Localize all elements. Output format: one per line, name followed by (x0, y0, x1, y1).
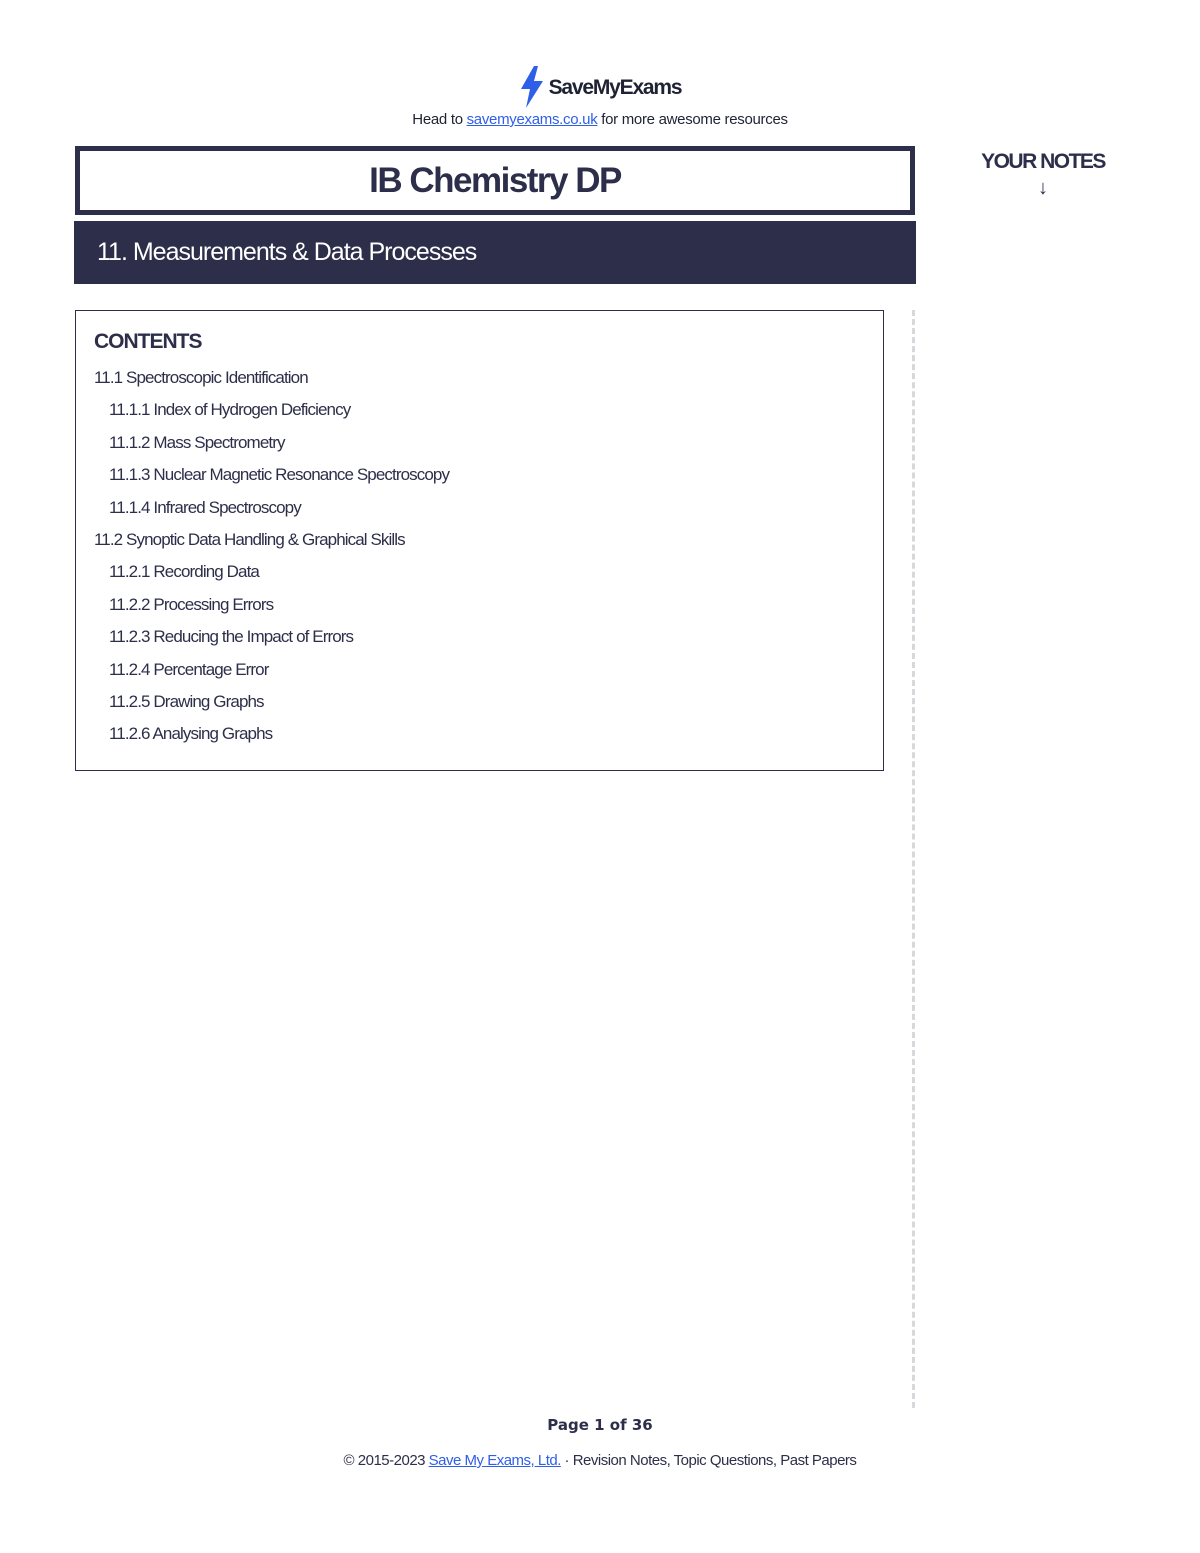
tagline (0, 111, 1200, 128)
tagline-link[interactable]: savemyexams.co.uk (466, 111, 598, 128)
tagline-prefix: Head to (412, 111, 467, 128)
toc-item-11-2-4[interactable]: 11.2.4 Percentage Error (109, 659, 269, 679)
contents-heading: CONTENTS (94, 330, 202, 353)
toc-item-11-1-4[interactable]: 11.1.4 Infrared Spectroscopy (109, 497, 301, 517)
section-title: 11. Measurements & Data Processes (97, 238, 477, 266)
notes-divider (912, 310, 915, 1408)
page-number: Page 1 of 36 (547, 1416, 653, 1434)
toc-item-11-2[interactable]: 11.2 Synoptic Data Handling & Graphical Skills (94, 529, 405, 549)
document-title-box (75, 146, 915, 215)
toc-item-11-1[interactable]: 11.1 Spectroscopic Identification (94, 368, 308, 387)
contents-box (75, 310, 884, 771)
copyright-suffix: · Revision Notes, Topic Questions, Past Papers (560, 1452, 857, 1469)
copyright-link[interactable]: Save My Exams, Ltd. (428, 1452, 561, 1469)
toc-list (94, 362, 865, 751)
section-banner (74, 221, 916, 284)
brand-logo[interactable] (0, 66, 1200, 108)
your-notes-label (970, 149, 1116, 201)
toc-item-11-2-2[interactable]: 11.2.2 Processing Errors (109, 594, 274, 614)
toc-item-11-2-6[interactable]: 11.2.6 Analysing Graphs (109, 724, 273, 744)
toc-item-11-2-1[interactable]: 11.2.1 Recording Data (109, 562, 259, 582)
toc-item-11-1-1[interactable]: 11.1.1 Index of Hydrogen Deficiency (109, 400, 351, 420)
toc-item-11-1-2[interactable]: 11.1.2 Mass Spectrometry (109, 432, 285, 452)
brand-name: SaveMyExams (548, 76, 682, 99)
copyright-prefix: © 2015-2023 (343, 1452, 429, 1469)
your-notes-text: YOUR NOTES (981, 150, 1105, 173)
tagline-suffix: for more awesome resources (597, 111, 788, 128)
toc-item-11-2-5[interactable]: 11.2.5 Drawing Graphs (109, 691, 264, 711)
document-title: IB Chemistry DP (369, 160, 621, 200)
arrow-down-icon: ↓ (1038, 177, 1048, 199)
copyright-footer (0, 1452, 1200, 1469)
toc-item-11-2-3[interactable]: 11.2.3 Reducing the Impact of Errors (109, 627, 354, 647)
lightning-bolt-icon (519, 66, 545, 108)
toc-item-11-1-3[interactable]: 11.1.3 Nuclear Magnetic Resonance Spectroscopy (109, 465, 450, 485)
